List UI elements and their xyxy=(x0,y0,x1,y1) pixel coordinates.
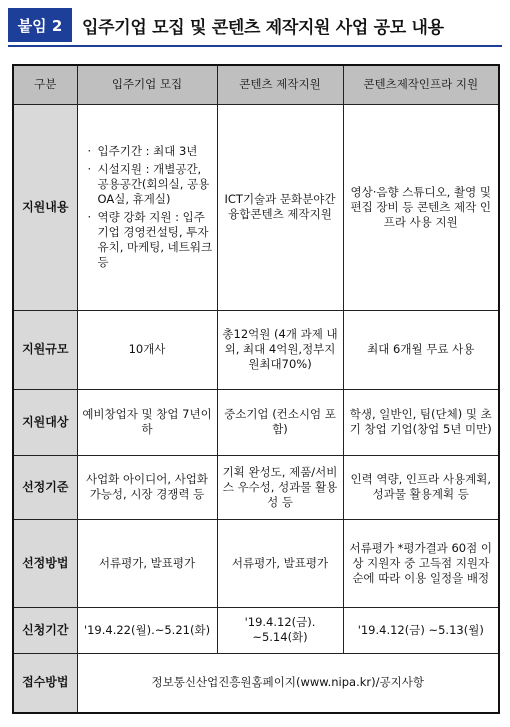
table-row xyxy=(13,389,499,455)
table-row xyxy=(13,104,499,310)
table-row xyxy=(13,455,499,519)
column-header-infra-support: 콘텐츠제작인프라 지원 xyxy=(343,65,499,104)
submission-method: 정보통신산업진흥원홈페이지(www.nipa.kr)/공지사항 xyxy=(77,653,499,713)
appendix-badge: 붙임 2 xyxy=(8,8,72,42)
criteria-tenant: 사업화 아이디어, 사업화 가능성, 시장 경쟁력 등 xyxy=(77,455,217,519)
table-row xyxy=(13,607,499,653)
row-label-scale: 지원규모 xyxy=(13,310,77,389)
list-item: · 시설지원 : 개별공간, 공용공간(회의실, 공용 OA실, 휴게실) xyxy=(88,162,213,207)
document-title: 입주기업 모집 및 콘텐츠 제작지원 사업 공모 내용 xyxy=(82,17,444,38)
document-header xyxy=(8,8,502,46)
row-label-support-content: 지원내용 xyxy=(13,104,77,310)
criteria-production: 기획 완성도, 제품/서비스 우수성, 성과물 활용성 등 xyxy=(217,455,343,519)
scale-infra: 최대 6개월 무료 사용 xyxy=(343,310,499,389)
target-production: 중소기업 (컨소시엄 포함) xyxy=(217,389,343,455)
table-row xyxy=(13,310,499,389)
row-label-criteria: 선정기준 xyxy=(13,455,77,519)
column-header-category: 구분 xyxy=(13,65,77,104)
table-header-row xyxy=(13,65,499,104)
target-infra: 학생, 일반인, 팀(단체) 및 초기 창업 기업(창업 5년 미만) xyxy=(343,389,499,455)
period-production: '19.4.12(금). ~5.14(화) xyxy=(217,607,343,653)
row-label-target: 지원대상 xyxy=(13,389,77,455)
column-header-tenant-recruitment: 입주기업 모집 xyxy=(77,65,217,104)
row-label-submission: 접수방법 xyxy=(13,653,77,713)
method-infra: 서류평가 *평가결과 60점 이상 지원자 중 고득점 지원자 순에 따라 이용 일정을 배정 xyxy=(343,519,499,607)
period-infra: '19.4.12(금) ~5.13(월) xyxy=(343,607,499,653)
period-tenant: '19.4.22(월).~5.21(화) xyxy=(77,607,217,653)
scale-production: 총12억원 (4개 과제 내외, 최대 4억원,정부지원최대70%) xyxy=(217,310,343,389)
target-tenant: 예비창업자 및 창업 7년이하 xyxy=(77,389,217,455)
criteria-infra: 인력 역량, 인프라 사용계획, 성과물 활용계획 등 xyxy=(343,455,499,519)
method-production: 서류평가, 발표평가 xyxy=(217,519,343,607)
table-row xyxy=(13,519,499,607)
method-tenant: 서류평가, 발표평가 xyxy=(77,519,217,607)
header-rule xyxy=(8,45,502,47)
column-header-content-production: 콘텐츠 제작지원 xyxy=(217,65,343,104)
support-content-tenant xyxy=(77,104,217,310)
scale-tenant: 10개사 xyxy=(77,310,217,389)
table-row xyxy=(13,653,499,713)
support-content-infra: 영상·음향 스튜디오, 촬영 및 편집 장비 등 콘텐츠 제작 인프라 사용 지원 xyxy=(343,104,499,310)
support-content-list xyxy=(82,144,213,270)
support-content-production: ICT기술과 문화분야간 융합콘텐츠 제작지원 xyxy=(217,104,343,310)
list-item: · 입주기간 : 최대 3년 xyxy=(88,144,213,159)
list-item: · 역량 강화 지원 : 입주기업 경영컨설팅, 투자유치, 마케팅, 네트워크 등 xyxy=(88,210,213,270)
program-table xyxy=(12,64,500,714)
row-label-period: 신청기간 xyxy=(13,607,77,653)
row-label-method: 선정방법 xyxy=(13,519,77,607)
